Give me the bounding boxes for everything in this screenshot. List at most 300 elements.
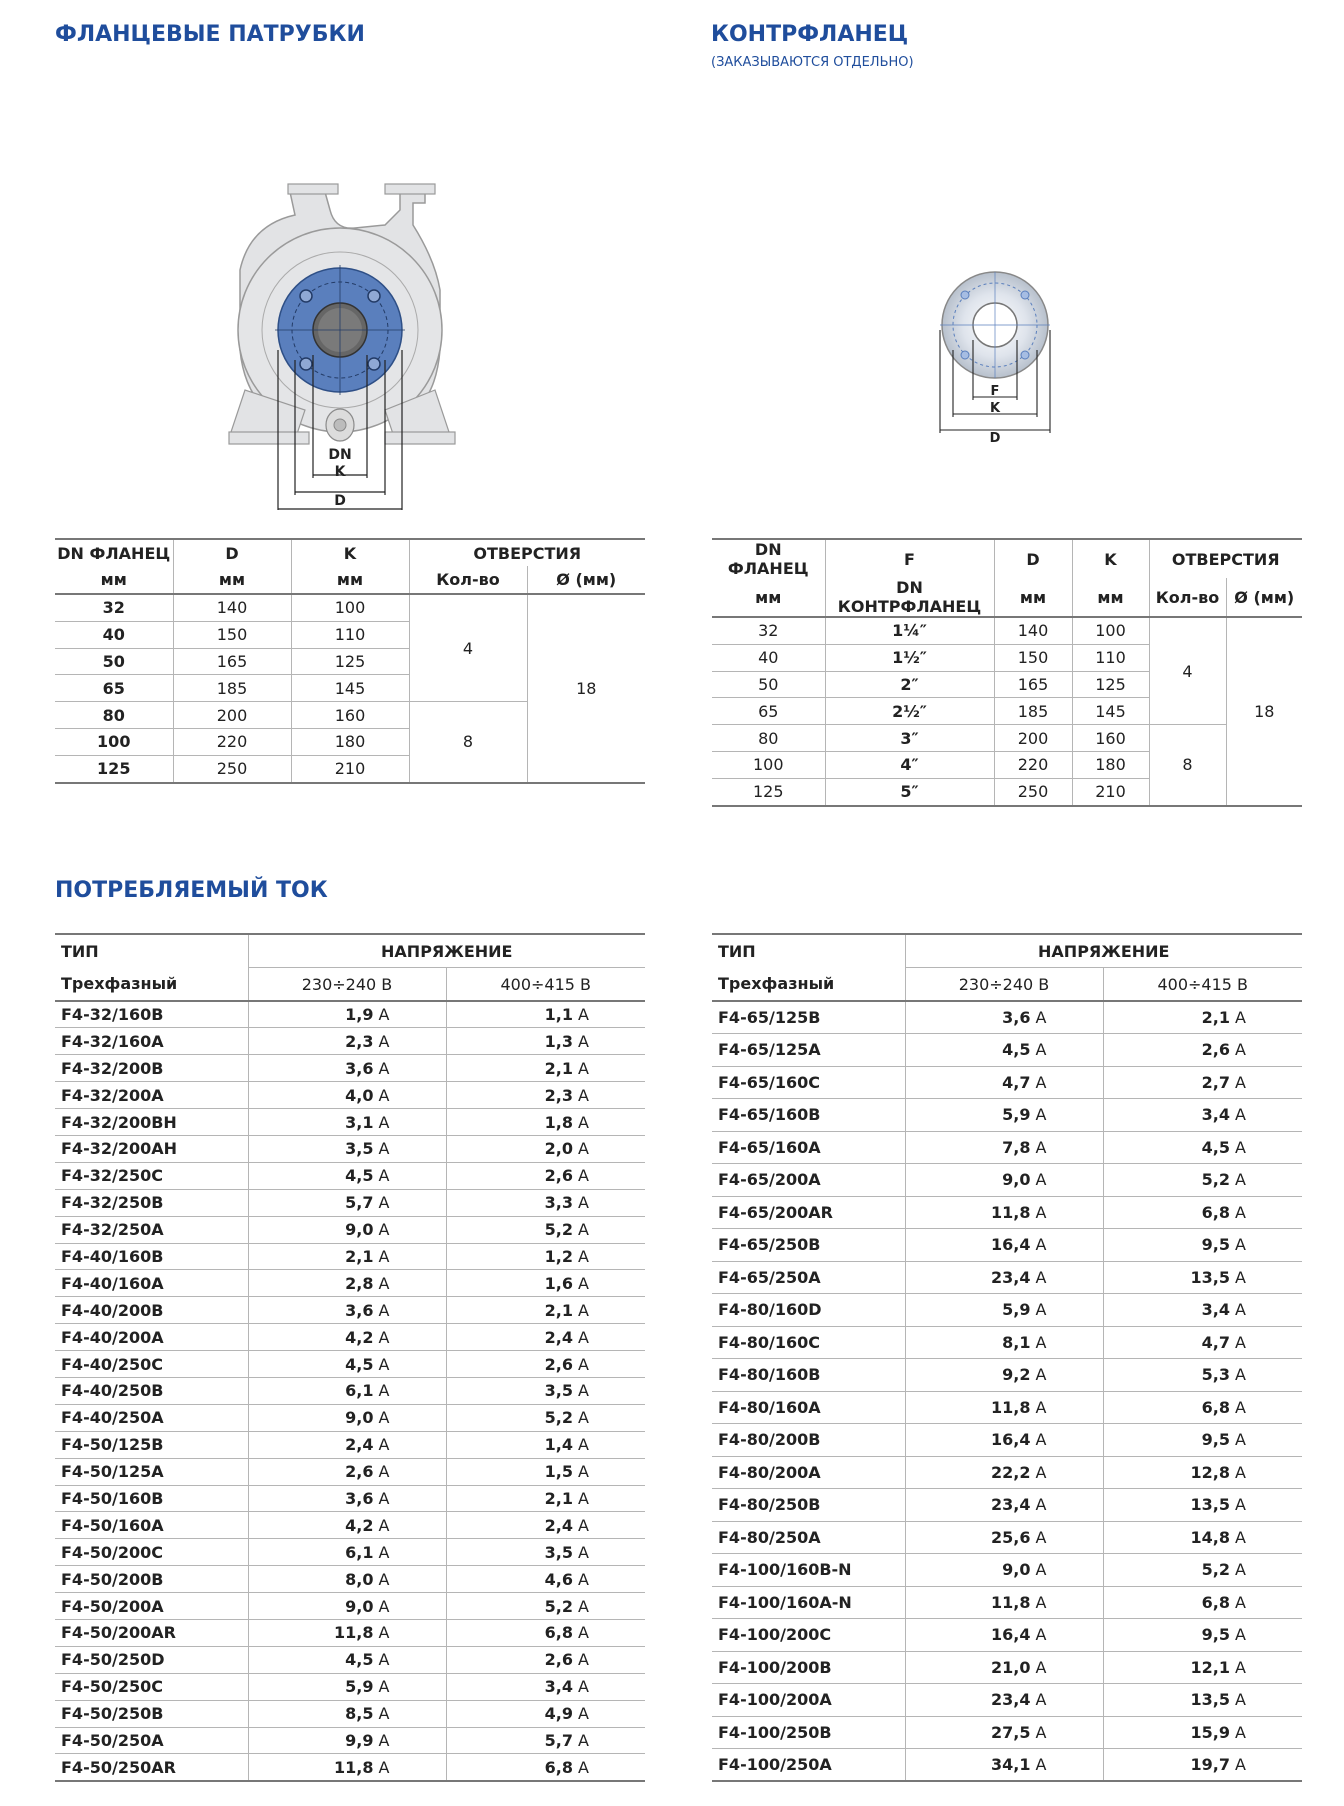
table-row <box>712 725 1302 752</box>
cell-type: F4-50/125A <box>55 1458 248 1485</box>
current-value: 3,6 <box>345 1488 374 1508</box>
current-unit: A <box>378 1005 390 1025</box>
current-value: 2,4 <box>544 1515 573 1535</box>
current-unit: A <box>578 1542 589 1562</box>
current-unit: A <box>1235 1235 1246 1255</box>
current-unit: A <box>1235 1202 1246 1222</box>
table-row <box>55 1082 645 1109</box>
current-value: 4,9 <box>544 1704 573 1724</box>
cell-type: F4-50/250AR <box>55 1754 248 1781</box>
cell-dn: 65 <box>712 698 825 725</box>
table-row <box>712 1261 1302 1294</box>
table-row <box>55 1566 645 1593</box>
table-row <box>55 1512 645 1539</box>
current-unit: A <box>1035 1397 1047 1417</box>
cell-type: F4-65/250A <box>712 1261 905 1294</box>
table-row <box>55 1700 645 1727</box>
cell-current-400 <box>1103 1001 1302 1034</box>
current-value: 3,5 <box>345 1139 374 1159</box>
cell-current-230 <box>905 1229 1103 1262</box>
cell-d: 200 <box>173 702 291 729</box>
cell-type: F4-100/250B <box>712 1716 905 1749</box>
table-row <box>712 1619 1302 1652</box>
cell-dn: 100 <box>712 751 825 778</box>
current-unit: A <box>578 1327 589 1347</box>
current-unit: A <box>1235 1657 1246 1677</box>
current-unit: A <box>1235 1137 1246 1157</box>
cell-type: F4-32/200BH <box>55 1109 248 1136</box>
header-type: ТИП <box>55 934 248 968</box>
table-row <box>55 1297 645 1324</box>
current-unit: A <box>1235 1755 1246 1774</box>
current-value: 9,2 <box>1002 1365 1031 1385</box>
current-value: 9,5 <box>1201 1235 1230 1255</box>
current-unit: A <box>1035 1072 1047 1092</box>
cf-label-f: F <box>990 384 1000 399</box>
current-value: 2,6 <box>1201 1040 1230 1060</box>
current-table-left <box>55 933 645 1782</box>
current-value: 9,0 <box>1002 1170 1031 1190</box>
cell-type: F4-65/160B <box>712 1099 905 1132</box>
current-value: 6,1 <box>345 1381 374 1401</box>
current-unit: A <box>378 1193 390 1213</box>
table-row <box>712 1066 1302 1099</box>
cell-current-400 <box>446 1216 645 1243</box>
cell-current-400 <box>1103 1326 1302 1359</box>
current-unit: A <box>378 1462 390 1482</box>
table-row <box>712 1164 1302 1197</box>
current-unit: A <box>1035 1365 1047 1385</box>
header-unit: мм <box>173 566 291 594</box>
current-unit: A <box>578 1220 589 1240</box>
current-value: 14,8 <box>1190 1527 1230 1547</box>
current-value: 9,0 <box>345 1220 374 1240</box>
current-unit: A <box>578 1166 589 1186</box>
cell-dn: 80 <box>55 702 173 729</box>
current-value: 16,4 <box>990 1625 1031 1645</box>
current-value: 1,6 <box>544 1273 573 1293</box>
cell-current-230 <box>905 1326 1103 1359</box>
cell-current-400 <box>446 1593 645 1620</box>
current-value: 11,8 <box>333 1623 374 1643</box>
cell-current-230 <box>248 1458 446 1485</box>
current-unit: A <box>378 1031 390 1051</box>
table-row <box>55 1243 645 1270</box>
cell-current-230 <box>905 1424 1103 1457</box>
current-value: 5,2 <box>544 1220 573 1240</box>
current-value: 23,4 <box>990 1690 1031 1710</box>
cell-current-230 <box>248 1512 446 1539</box>
cell-d: 150 <box>173 621 291 648</box>
table-row <box>55 1351 645 1378</box>
current-value: 6,8 <box>544 1757 573 1777</box>
cell-current-230 <box>905 1131 1103 1164</box>
cell-type: F4-32/200A <box>55 1082 248 1109</box>
current-unit: A <box>578 1139 589 1159</box>
cell-type: F4-65/200AR <box>712 1196 905 1229</box>
current-value: 13,5 <box>1190 1267 1230 1287</box>
pump-label-dn: DN <box>328 447 352 463</box>
cell-type: F4-40/160B <box>55 1243 248 1270</box>
header-v2: 400÷415 В <box>446 968 645 1002</box>
current-value: 4,2 <box>345 1327 374 1347</box>
cell-k: 160 <box>291 702 409 729</box>
current-unit: A <box>578 1354 589 1374</box>
cell-current-230 <box>248 1082 446 1109</box>
cell-current-230 <box>905 1651 1103 1684</box>
cell-dn: 32 <box>712 617 825 644</box>
current-value: 11,8 <box>990 1202 1031 1222</box>
cell-current-400 <box>446 1001 645 1028</box>
current-value: 5,9 <box>1002 1105 1031 1125</box>
cell-current-230 <box>248 1243 446 1270</box>
current-unit: A <box>578 1596 589 1616</box>
cell-current-400 <box>446 1135 645 1162</box>
current-value: 8,0 <box>345 1569 374 1589</box>
table-row <box>55 1404 645 1431</box>
cell-type: F4-50/125B <box>55 1431 248 1458</box>
header-v1: 230÷240 В <box>905 968 1103 1002</box>
cell-current-230 <box>248 1216 446 1243</box>
current-value: 4,7 <box>1201 1332 1230 1352</box>
header-voltage: НАПРЯЖЕНИЕ <box>248 934 645 968</box>
current-value: 9,0 <box>1002 1560 1031 1580</box>
cell-f: 1½″ <box>825 644 994 671</box>
cell-k: 145 <box>291 675 409 702</box>
cell-type: F4-100/200C <box>712 1619 905 1652</box>
cell-type: F4-32/250B <box>55 1189 248 1216</box>
current-unit: A <box>578 1462 589 1482</box>
cf-label-d: D <box>989 431 1001 445</box>
cell-d: 185 <box>173 675 291 702</box>
cell-dn: 80 <box>712 725 825 752</box>
cell-d: 220 <box>994 751 1072 778</box>
current-value: 11,8 <box>990 1592 1031 1612</box>
current-value: 5,2 <box>544 1408 573 1428</box>
current-unit: A <box>378 1542 390 1562</box>
cell-current-400 <box>446 1646 645 1673</box>
cell-current-230 <box>248 1351 446 1378</box>
current-unit: A <box>378 1112 390 1132</box>
cell-dn: 40 <box>712 644 825 671</box>
current-value: 1,5 <box>544 1462 573 1482</box>
current-unit: A <box>1235 1527 1246 1547</box>
cell-current-230 <box>905 1359 1103 1392</box>
current-unit: A <box>578 1677 589 1697</box>
current-value: 6,8 <box>544 1623 573 1643</box>
current-value: 1,9 <box>345 1005 374 1025</box>
cell-type: F4-80/250B <box>712 1489 905 1522</box>
current-unit: A <box>378 1085 390 1105</box>
current-unit: A <box>1035 1105 1047 1125</box>
current-unit: A <box>1235 1690 1246 1710</box>
cell-current-230 <box>248 1377 446 1404</box>
cell-current-400 <box>446 1162 645 1189</box>
table-row <box>55 594 645 621</box>
current-value: 2,1 <box>345 1246 374 1266</box>
cell-current-230 <box>248 1727 446 1754</box>
cell-type: F4-50/250A <box>55 1727 248 1754</box>
current-value: 9,9 <box>345 1730 374 1750</box>
current-value: 5,7 <box>544 1730 573 1750</box>
current-unit: A <box>378 1354 390 1374</box>
table-row <box>712 1521 1302 1554</box>
current-unit: A <box>578 1408 589 1428</box>
cell-d: 250 <box>173 755 291 782</box>
current-unit: A <box>378 1515 390 1535</box>
cell-holes-qty: 4 <box>1149 617 1226 725</box>
current-unit: A <box>378 1596 390 1616</box>
cell-current-400 <box>446 1539 645 1566</box>
cell-type: F4-32/160B <box>55 1001 248 1028</box>
cell-current-230 <box>905 1489 1103 1522</box>
current-value: 3,3 <box>544 1193 573 1213</box>
table-row <box>55 1109 645 1136</box>
current-value: 6,8 <box>1201 1202 1230 1222</box>
current-value: 1,4 <box>544 1435 573 1455</box>
current-value: 2,1 <box>544 1488 573 1508</box>
cell-type: F4-50/160A <box>55 1512 248 1539</box>
current-unit: A <box>1235 1300 1246 1320</box>
header-type: ТИП <box>712 934 905 968</box>
cell-type: F4-40/200B <box>55 1297 248 1324</box>
table-row <box>712 1424 1302 1457</box>
current-value: 15,9 <box>1190 1722 1230 1742</box>
cell-current-230 <box>905 1716 1103 1749</box>
header-holes: ОТВЕРСТИЯ <box>409 539 645 566</box>
header-phase: Трехфазный <box>712 968 905 1002</box>
table-row <box>55 1431 645 1458</box>
current-unit: A <box>1035 1462 1047 1482</box>
table-row <box>55 1377 645 1404</box>
current-value: 2,1 <box>544 1300 573 1320</box>
current-value: 12,8 <box>1190 1462 1230 1482</box>
table-row <box>55 1162 645 1189</box>
table-row <box>712 1294 1302 1327</box>
cell-current-400 <box>1103 1196 1302 1229</box>
current-unit: A <box>1235 1267 1246 1287</box>
current-unit: A <box>578 1300 589 1320</box>
current-unit: A <box>378 1757 390 1777</box>
cf-header-f2: DN КОНТРФЛАНЕЦ <box>825 578 994 617</box>
current-unit: A <box>1235 1365 1246 1385</box>
current-unit: A <box>1035 1008 1047 1027</box>
current-unit: A <box>378 1435 390 1455</box>
cell-current-230 <box>905 1099 1103 1132</box>
cell-current-400 <box>446 1055 645 1082</box>
cell-current-230 <box>905 1164 1103 1197</box>
cell-current-400 <box>1103 1651 1302 1684</box>
cell-current-400 <box>446 1189 645 1216</box>
table-row <box>712 1554 1302 1587</box>
current-unit: A <box>1235 1495 1246 1515</box>
cell-type: F4-50/200C <box>55 1539 248 1566</box>
cell-type: F4-50/250B <box>55 1700 248 1727</box>
cell-current-230 <box>905 1586 1103 1619</box>
current-unit: A <box>378 1273 390 1293</box>
current-unit: A <box>578 1005 589 1025</box>
cell-current-230 <box>248 1431 446 1458</box>
cell-current-400 <box>446 1700 645 1727</box>
cell-current-230 <box>905 1066 1103 1099</box>
current-value: 11,8 <box>333 1757 374 1777</box>
current-value: 6,8 <box>1201 1397 1230 1417</box>
current-value: 8,5 <box>345 1704 374 1724</box>
cell-type: F4-80/200B <box>712 1424 905 1457</box>
cf-header-f: F <box>825 539 994 578</box>
current-value: 4,5 <box>1002 1040 1031 1060</box>
cell-type: F4-100/160A-N <box>712 1586 905 1619</box>
table-row <box>55 1189 645 1216</box>
cell-current-230 <box>905 1554 1103 1587</box>
header-qty: Кол-во <box>409 566 527 594</box>
cell-current-400 <box>446 1512 645 1539</box>
cell-type: F4-40/200A <box>55 1324 248 1351</box>
current-unit: A <box>1035 1235 1047 1255</box>
current-value: 2,6 <box>345 1462 374 1482</box>
cell-current-230 <box>248 1619 446 1646</box>
current-unit: A <box>578 1488 589 1508</box>
cell-d: 250 <box>994 778 1072 805</box>
table-row <box>55 1028 645 1055</box>
table-row <box>712 1131 1302 1164</box>
current-value: 3,5 <box>544 1542 573 1562</box>
cell-d: 220 <box>173 728 291 755</box>
table-row <box>712 1684 1302 1717</box>
current-unit: A <box>378 1650 390 1670</box>
cell-k: 110 <box>1072 644 1149 671</box>
cell-type: F4-80/160B <box>712 1359 905 1392</box>
cell-k: 180 <box>1072 751 1149 778</box>
cell-holes-dia: 18 <box>527 594 645 783</box>
cell-current-230 <box>248 1539 446 1566</box>
cell-holes-dia: 18 <box>1226 617 1302 806</box>
current-title: ПОТРЕБЛЯЕМЫЙ ТОК <box>55 878 328 903</box>
current-unit: A <box>1235 1722 1246 1742</box>
cell-current-230 <box>905 1034 1103 1067</box>
table-row <box>55 1270 645 1297</box>
cf-header-dn: DN ФЛАНЕЦ <box>712 539 825 578</box>
table-row <box>55 1593 645 1620</box>
cell-current-400 <box>1103 1034 1302 1067</box>
current-value: 5,2 <box>1201 1560 1230 1580</box>
current-value: 4,5 <box>345 1354 374 1374</box>
current-value: 2,4 <box>544 1327 573 1347</box>
table-row <box>712 1326 1302 1359</box>
table-row <box>712 1359 1302 1392</box>
cell-dn: 50 <box>712 671 825 698</box>
current-value: 5,7 <box>345 1193 374 1213</box>
current-value: 2,1 <box>1201 1008 1230 1027</box>
cell-type: F4-100/160B-N <box>712 1554 905 1587</box>
cell-current-230 <box>248 1566 446 1593</box>
current-unit: A <box>1235 1008 1246 1027</box>
current-unit: A <box>378 1166 390 1186</box>
current-value: 11,8 <box>990 1397 1031 1417</box>
cell-current-400 <box>446 1458 645 1485</box>
current-unit: A <box>1035 1040 1047 1060</box>
header-v2: 400÷415 В <box>1103 968 1302 1002</box>
cell-type: F4-32/200B <box>55 1055 248 1082</box>
cell-current-230 <box>905 1521 1103 1554</box>
cf-header-k: K <box>1072 539 1149 578</box>
header-unit: мм <box>291 566 409 594</box>
counterflange-subtitle: (ЗАКАЗЫВАЮТСЯ ОТДЕЛЬНО) <box>711 55 914 70</box>
current-unit: A <box>1035 1560 1047 1580</box>
cell-current-400 <box>446 1351 645 1378</box>
cell-type: F4-40/250B <box>55 1377 248 1404</box>
current-unit: A <box>1035 1657 1047 1677</box>
current-unit: A <box>1035 1137 1047 1157</box>
current-unit: A <box>378 1488 390 1508</box>
cell-current-400 <box>1103 1131 1302 1164</box>
cell-type: F4-32/160A <box>55 1028 248 1055</box>
current-unit: A <box>1235 1072 1246 1092</box>
current-value: 9,5 <box>1201 1625 1230 1645</box>
cell-current-230 <box>905 1001 1103 1034</box>
cell-current-400 <box>1103 1521 1302 1554</box>
table-row <box>712 1586 1302 1619</box>
cell-dn: 50 <box>55 648 173 675</box>
cell-k: 125 <box>1072 671 1149 698</box>
cell-k: 145 <box>1072 698 1149 725</box>
cell-current-400 <box>1103 1294 1302 1327</box>
cell-current-230 <box>905 1261 1103 1294</box>
current-unit: A <box>578 1730 589 1750</box>
current-value: 5,2 <box>544 1596 573 1616</box>
current-unit: A <box>1035 1527 1047 1547</box>
header-dia: Ø (мм) <box>527 566 645 594</box>
table-row <box>712 1489 1302 1522</box>
current-value: 22,2 <box>990 1462 1031 1482</box>
cell-type: F4-80/200A <box>712 1456 905 1489</box>
cell-current-400 <box>1103 1586 1302 1619</box>
cell-current-230 <box>248 1700 446 1727</box>
cell-current-230 <box>905 1294 1103 1327</box>
table-row <box>55 1458 645 1485</box>
current-value: 3,5 <box>544 1381 573 1401</box>
current-unit: A <box>1035 1722 1047 1742</box>
table-row <box>712 1716 1302 1749</box>
cell-k: 100 <box>291 594 409 621</box>
cf-header-qty: Кол-во <box>1149 578 1226 617</box>
cell-current-230 <box>248 1109 446 1136</box>
current-unit: A <box>378 1220 390 1240</box>
pump-flange-drawing <box>225 170 475 510</box>
cell-type: F4-32/250A <box>55 1216 248 1243</box>
cell-f: 2½″ <box>825 698 994 725</box>
cell-current-230 <box>248 1028 446 1055</box>
cell-type: F4-65/160A <box>712 1131 905 1164</box>
cell-d: 140 <box>994 617 1072 644</box>
current-value: 2,3 <box>345 1031 374 1051</box>
table-row <box>55 1001 645 1028</box>
cell-k: 210 <box>1072 778 1149 805</box>
current-table-right <box>712 933 1302 1782</box>
current-value: 1,8 <box>544 1112 573 1132</box>
current-value: 3,4 <box>1201 1300 1230 1320</box>
table-row <box>712 1229 1302 1262</box>
current-value: 2,7 <box>1201 1072 1230 1092</box>
current-value: 2,3 <box>544 1085 573 1105</box>
current-value: 23,4 <box>990 1495 1031 1515</box>
cell-type: F4-65/125A <box>712 1034 905 1067</box>
current-value: 2,6 <box>544 1354 573 1374</box>
cell-current-230 <box>905 1391 1103 1424</box>
cell-current-400 <box>446 1431 645 1458</box>
cell-current-400 <box>446 1673 645 1700</box>
cell-current-400 <box>1103 1456 1302 1489</box>
